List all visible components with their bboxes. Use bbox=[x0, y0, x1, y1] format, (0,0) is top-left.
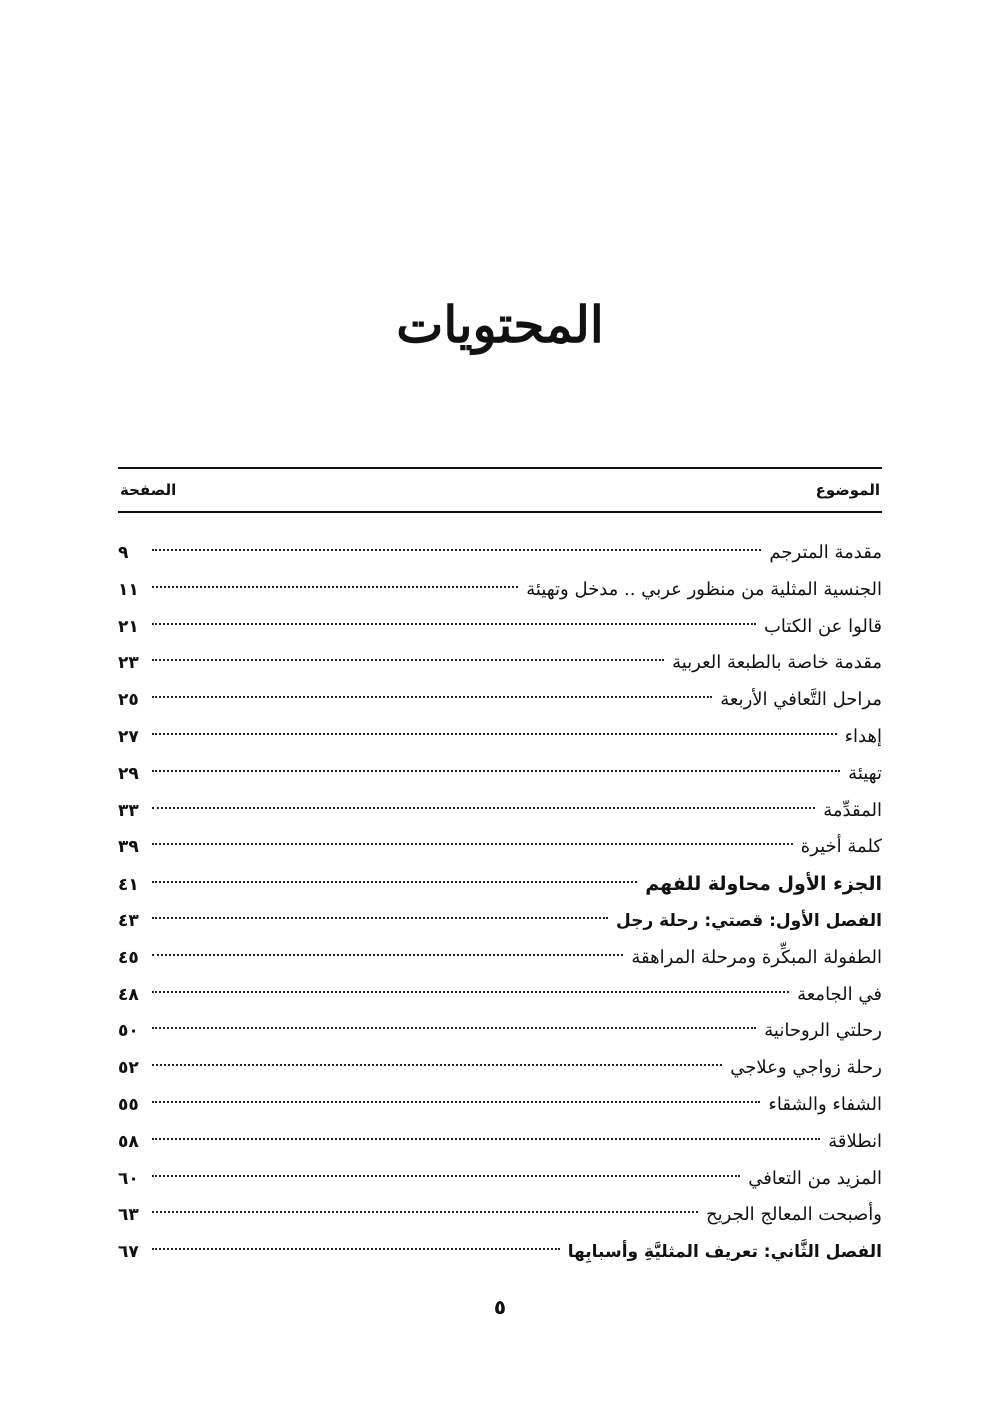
toc-entry[interactable] bbox=[118, 1087, 882, 1124]
dot-leader bbox=[152, 586, 518, 588]
dot-leader bbox=[152, 917, 608, 919]
toc-entry-title: مراحل التَّعافي الأربعة bbox=[720, 689, 882, 711]
toc-entry-page: ٥٥ bbox=[118, 1094, 139, 1115]
dot-leader bbox=[152, 549, 761, 551]
toc-entry[interactable] bbox=[118, 645, 882, 682]
toc-entry-page: ٦٧ bbox=[118, 1242, 139, 1263]
toc-entry-page: ٥٢ bbox=[118, 1058, 139, 1079]
toc-entry[interactable] bbox=[118, 940, 882, 977]
toc-entry-page: ٤١ bbox=[118, 875, 139, 896]
toc-entry[interactable] bbox=[118, 1197, 882, 1234]
toc-entry-title: المقدِّمة bbox=[823, 799, 882, 821]
table-of-contents bbox=[118, 467, 882, 1271]
toc-entry-title: مقدمة خاصة بالطبعة العربية bbox=[672, 652, 882, 674]
dot-leader bbox=[152, 881, 637, 883]
toc-entry-page: ٢٩ bbox=[118, 763, 139, 784]
dot-leader bbox=[152, 659, 664, 661]
page-column-label: الصفحة bbox=[120, 481, 177, 499]
dot-leader bbox=[152, 843, 793, 845]
toc-entry[interactable] bbox=[118, 793, 882, 830]
toc-entry[interactable] bbox=[118, 682, 882, 719]
toc-entry-title: كلمة أخيرة bbox=[800, 836, 882, 858]
toc-entry-title: انطلاقة bbox=[828, 1130, 882, 1152]
dot-leader bbox=[152, 623, 756, 625]
toc-entry-title: قالوا عن الكتاب bbox=[763, 615, 882, 637]
toc-entry[interactable] bbox=[118, 1234, 882, 1271]
toc-entry[interactable] bbox=[118, 719, 882, 756]
dot-leader bbox=[152, 807, 815, 809]
toc-entry-title: تهيئة bbox=[848, 762, 882, 784]
page-title: المحتويات bbox=[396, 295, 604, 354]
toc-entry-page: ١١ bbox=[118, 579, 139, 600]
toc-entry[interactable] bbox=[118, 1161, 882, 1198]
dot-leader bbox=[152, 1248, 560, 1250]
toc-entry[interactable] bbox=[118, 1013, 882, 1050]
dot-leader bbox=[152, 1175, 740, 1177]
toc-entry-title: الفصل الأول: قصتي: رحلة رجل bbox=[616, 910, 882, 931]
toc-entry-page: ٩ bbox=[118, 543, 129, 563]
toc-entry-page: ٥٨ bbox=[118, 1131, 139, 1152]
dot-leader bbox=[152, 1027, 756, 1029]
topic-column-label: الموضوع bbox=[815, 481, 880, 499]
dot-leader bbox=[152, 770, 840, 772]
toc-entry-page: ٤٥ bbox=[118, 947, 139, 968]
toc-entry-title: الفصل الثَّاني: تعريف المثليَّةِ وأسبابِها bbox=[567, 1242, 882, 1263]
toc-entry[interactable] bbox=[118, 829, 882, 866]
toc-entry-title: المزيد من التعافي bbox=[748, 1167, 882, 1189]
toc-entry-page: ٣٩ bbox=[118, 837, 139, 858]
toc-entry[interactable] bbox=[118, 535, 882, 572]
dot-leader bbox=[152, 733, 837, 735]
toc-entry-page: ٢٥ bbox=[118, 690, 139, 711]
toc-entry-page: ٤٣ bbox=[118, 910, 139, 931]
toc-entry-page: ٣٣ bbox=[118, 800, 139, 821]
toc-entry[interactable] bbox=[118, 977, 882, 1014]
toc-entry[interactable] bbox=[118, 1124, 882, 1161]
toc-entry-page: ٤٨ bbox=[118, 984, 139, 1005]
dot-leader bbox=[152, 696, 712, 698]
dot-leader bbox=[152, 1138, 820, 1140]
toc-entry[interactable] bbox=[118, 609, 882, 646]
toc-entry-title: الجزء الأول محاولة للفهم bbox=[645, 873, 882, 896]
toc-entry-title: إهداء bbox=[844, 725, 882, 747]
toc-entry-title: وأصبحت المعالج الجريح bbox=[706, 1204, 882, 1226]
toc-entry-title: الطفولة المبكِّرة ومرحلة المراهقة bbox=[631, 946, 882, 968]
toc-entry[interactable] bbox=[118, 572, 882, 609]
toc-entry[interactable] bbox=[118, 866, 882, 903]
toc-list bbox=[118, 535, 882, 1271]
dot-leader bbox=[152, 1064, 722, 1066]
toc-entry-title: الجنسية المثلية من منظور عربي .. مدخل وتهيئة bbox=[526, 578, 882, 600]
toc-entry-page: ٥٠ bbox=[118, 1021, 139, 1042]
toc-entry-page: ٦٣ bbox=[118, 1205, 139, 1226]
toc-entry-title: في الجامعة bbox=[797, 983, 882, 1005]
toc-entry-title: الشفاء والشقاء bbox=[768, 1093, 882, 1115]
toc-entry[interactable] bbox=[118, 1050, 882, 1087]
dot-leader bbox=[152, 991, 789, 993]
dot-leader bbox=[152, 1211, 698, 1213]
toc-entry[interactable] bbox=[118, 756, 882, 793]
toc-header bbox=[118, 467, 882, 513]
toc-entry-title: رحلة زواجي وعلاجي bbox=[730, 1057, 882, 1079]
toc-entry-title: مقدمة المترجم bbox=[769, 542, 882, 563]
toc-entry-page: ٢٣ bbox=[118, 653, 139, 674]
dot-leader bbox=[152, 954, 623, 956]
toc-entry[interactable] bbox=[118, 903, 882, 940]
toc-entry-page: ٦٠ bbox=[118, 1168, 139, 1189]
toc-entry-page: ٢٧ bbox=[118, 726, 139, 747]
toc-entry-title: رحلتي الروحانية bbox=[764, 1020, 882, 1042]
toc-entry-page: ٢١ bbox=[118, 616, 139, 637]
dot-leader bbox=[152, 1101, 760, 1103]
page-number: ٥ bbox=[493, 1295, 507, 1319]
